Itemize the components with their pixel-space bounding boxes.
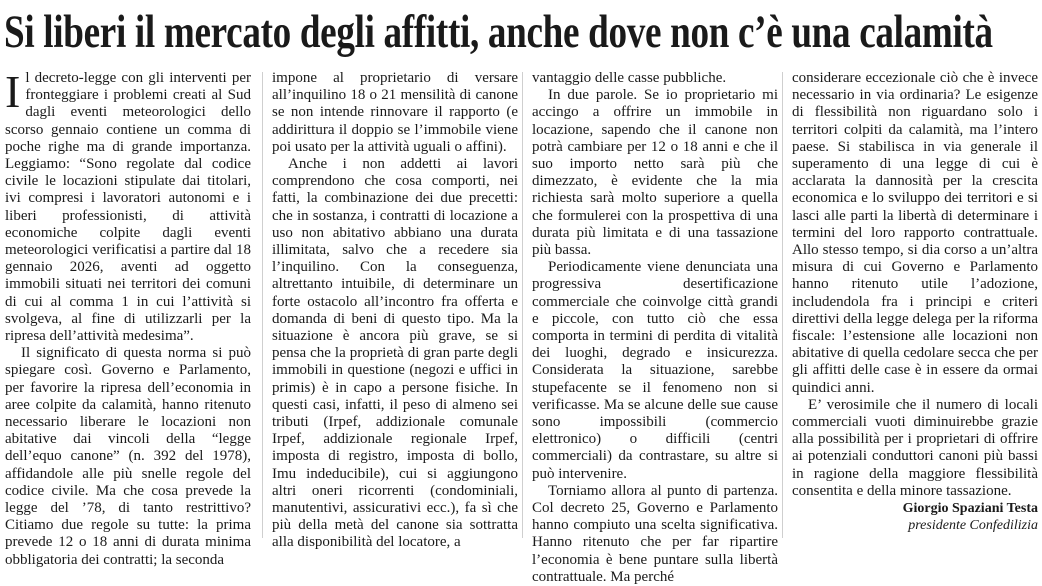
paragraph: In due parole. Se io proprietario mi accingo a offrire un immobile in locazione, sapendo che il canone non potrà cambiare per 12 o 18 anni e che il suo importo netto sarà più che dimezzato, è evidente che la mia richiesta sarà molto superiore a quella che formulerei con la prospettiva di una durata più limitata e di una tassazione più bassa.: [532, 87, 778, 259]
paragraph: considerare eccezionale ciò che è invece necessario in via ordinaria? Le esigenze di flessibilità non riguardano solo i territori colpiti da calamità, ma l’intero paese. Si stabilisca in via generale il superamento di una legge di cui è acclarata la dannosità per la crescita economica e lo sviluppo dei territori e si lasci alle parti la libertà di determinare i termini del loro rapporto contrattuale. Allo stesso tempo, si dia corso a un’altra misura di cui Governo e Parlamento hanno ritenuto utile l’adozione, includendola fra i principi e criteri direttivi della legge delega per la riforma fiscale: l’estensione alle locazioni non abitative di quella cedolare secca che per gli affitti delle case è in essere da ormai quindici anni.: [792, 70, 1038, 396]
paragraph: Torniamo allora al punto di partenza. Col decreto 25, Governo e Parlamento hanno compiuto una scelta significativa. Hanno ritenuto che per far ripartire l’economia è bene puntare sulla libertà contrattuale. Ma perché: [532, 482, 778, 585]
paragraph: Il significato di questa norma si può spiegare così. Governo e Parlamento, per favorire la ripresa dell’economia in aree colpite da calamità, hanno ritenuto necessario liberare le locazioni non abitative dai vincoli della “legge dell’equo canone” (n. 392 del 1978), affidandole alle più snelle regole del codice civile. Ma che cosa prevede la legge del ’78, di tanto restrittivo? Citiamo due regole su tutte: la prima prevede 12 o 18 anni di durata minima obbligatoria dei contratti; la seconda: [5, 345, 251, 568]
article-column-1: [5, 66, 251, 568]
column-divider: [522, 72, 523, 538]
paragraph: E’ verosimile che il numero di locali commerciali vuoti diminuirebbe grazie alla possibilità per i proprietari di offrire ai potenziali conduttori canoni più bassi in ragione della maggiore flessibilità consentita e della minore tassazione.: [792, 396, 1038, 499]
paragraph: Periodicamente viene denunciata una progressiva desertificazione commerciale che coinvolge città grandi e piccole, con tutto ciò che essa comporta in termini di perdita di vitalità dei luoghi, degrado e insicurezza. Considerata la situazione, sarebbe stupefacente se il fenomeno non si verificasse. Ma se alcune delle sue cause sono impossibili (commercio elettronico) o difficili (centri commerciali) da contrastare, su altre si può intervenire.: [532, 259, 778, 482]
column-divider: [782, 72, 783, 538]
signature: [792, 500, 1038, 534]
article-column-4: [792, 70, 1038, 540]
column-divider: [262, 72, 263, 538]
paragraph: impone al proprietario di versare all’inquilino 18 o 21 mensilità di canone se non intende rinnovare il rapporto (e addirittura il doppio se l’immobile viene poi usato per la attività uguali o affini).: [272, 70, 518, 155]
paragraph-text: l decreto-legge con gli interventi per fronteggiare i problemi creati al Sud dagli eventi meteorologici dello scorso gennaio contiene un comma di poche righe ma di grande importanza. Leggiamo: “Sono regolate dal codice civile le locazioni stipulate dai titolari, ivi compresi i lavoratori autonomi e i liberi professionisti, di attività economiche colpite dagli eventi meteorologici verificatisi a partire dal 18 gennaio 2026, aventi ad oggetto immobili situati nei territori dei comuni di cui al comma 1 in cui l’attività si svolgeva, al fine di utilizzarli per la ripresa dell’attività medesima”.: [5, 70, 251, 345]
author-name: Giorgio Spaziani Testa: [902, 501, 1038, 517]
drop-cap: I: [5, 66, 21, 117]
paragraph: vantaggio delle casse pubbliche.: [532, 70, 727, 86]
article-headline: Si liberi il mercato degli affitti, anche dove non c’è una calamità: [4, 6, 993, 58]
paragraph: Anche i non addetti ai lavori comprendono che cosa comporti, nei fatti, la combinazione dei due precetti: che in sostanza, i contratti di locazione a uso non abitativo abbiano una durata illimitata, salvo che a recedere sia l’inquilino. Con la conseguenza, altrettanto intuibile, di determinare un forte ostacolo all’incontro fra offerta e domanda di beni di questo tipo. Ma la situazione è ancora più grave, se si pensa che la proprietà di gran parte degli immobili in questione (negozi e uffici in primis) è in capo a persone fisiche. In questi casi, infatti, il peso di almeno sei tributi (Irpef, addizionale comunale Irpef, addizionale regionale Irpef, imposta di registro, imposta di bollo, Imu indeducibile), cui si aggiungono altri oneri ricorrenti (condominiali, manutentivi, assicurativi ecc.), fa sì che più della metà del canone sia sottratta alla disponibilità del locatore, a: [272, 156, 518, 551]
author-role: presidente Confedilizia: [908, 518, 1038, 534]
paragraph: [5, 66, 251, 345]
article-column-2: [272, 70, 518, 551]
article-column-3: [532, 70, 778, 585]
